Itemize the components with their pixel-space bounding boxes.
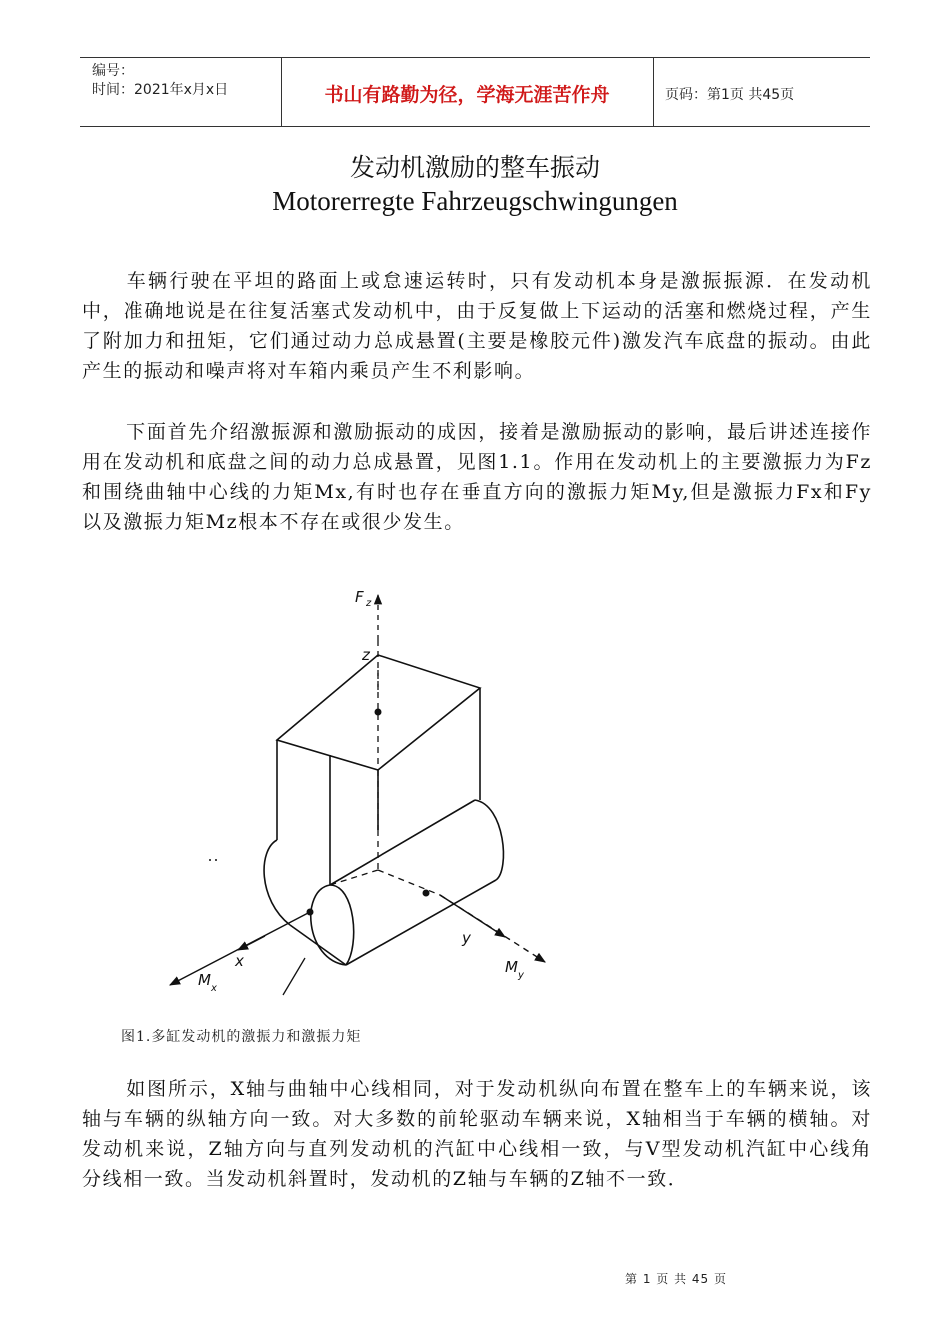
y-axis-arrow bbox=[440, 895, 505, 937]
crank-point bbox=[307, 909, 314, 916]
label-x: x bbox=[235, 952, 244, 970]
number-label: 编号： bbox=[92, 63, 134, 79]
paragraph-3 bbox=[82, 1074, 872, 1194]
title-german: Motorerregte Fahrzeugschwingungen bbox=[272, 186, 678, 216]
header-motto: 书山有路勤为径，学海无涯苦作舟 bbox=[324, 84, 610, 106]
page-footer: 第 1 页 共 45 页 bbox=[625, 1272, 727, 1286]
paragraph-2-text: 下面首先介绍激振源和激励振动的成因，接着是激励振动的影响，最后讲述连接作用在发动机和底盘之间的动力总成悬置，见图1.1。作用在发动机上的主要激振力为Fz和围绕曲轴中心线的力矩Mx,有时也存在垂直方向的激振力矩My,但是激振力Fx和Fy以及激振力矩Mz根本不存在或很少发生。 bbox=[82, 421, 872, 533]
label-my-sub: y bbox=[518, 970, 524, 981]
axis-labels bbox=[198, 588, 525, 994]
label-mx-sub: x bbox=[211, 983, 217, 994]
engine-force-diagram bbox=[150, 580, 570, 1010]
engine-block bbox=[264, 655, 503, 965]
label-y: y bbox=[462, 929, 471, 947]
label-fz: F bbox=[355, 588, 364, 606]
figure-caption: 图1.多缸发动机的激振力和激振力矩 bbox=[121, 1029, 362, 1045]
label-mx: M bbox=[198, 971, 211, 989]
x-axis-arrow bbox=[238, 936, 265, 950]
label-fz-sub: z bbox=[366, 598, 372, 609]
header-page-info: 页码：第1页 共45页 bbox=[665, 87, 795, 103]
label-z: z bbox=[362, 646, 370, 664]
paragraph-1-text: 车辆行驶在平坦的路面上或怠速运转时，只有发动机本身是激振振源．在发动机中，准确地说是在往复活塞式发动机中，由于反复做上下运动的活塞和燃烧过程，产生了附加力和扭矩，它们通过动力总成悬置(主要是橡胶元件)激发汽车底盘的振动。由此产生的振动和噪声将对车箱内乘员产生不利影响。 bbox=[82, 270, 872, 382]
header-divider bbox=[653, 58, 654, 126]
paragraph-1 bbox=[82, 266, 872, 386]
stray-dot bbox=[215, 859, 217, 861]
label-my: M bbox=[505, 958, 518, 976]
title-chinese: 发动机激励的整车振动 bbox=[349, 153, 600, 182]
paragraph-2 bbox=[82, 417, 872, 537]
paragraph-3-text: 如图所示，X轴与曲轴中心线相同，对于发动机纵向布置在整车上的车辆来说，该轴与车辆的纵轴方向一致。对大多数的前轮驱动车辆来说，X轴相当于车辆的横轴。对发动机来说，Z轴方向与直列发动机的汽缸中心线相一致，与V型发动机汽缸中心线角分线相一致。当发动机斜置时，发动机的Z轴与车辆的Z轴不一致． bbox=[82, 1078, 872, 1190]
header-meta bbox=[92, 62, 282, 100]
center-point bbox=[375, 709, 382, 716]
stray-dot bbox=[209, 859, 211, 861]
time-label: 时间：2021年x月x日 bbox=[92, 82, 229, 98]
page-header bbox=[80, 57, 870, 127]
y-point bbox=[423, 890, 430, 897]
leader-line bbox=[283, 958, 305, 995]
